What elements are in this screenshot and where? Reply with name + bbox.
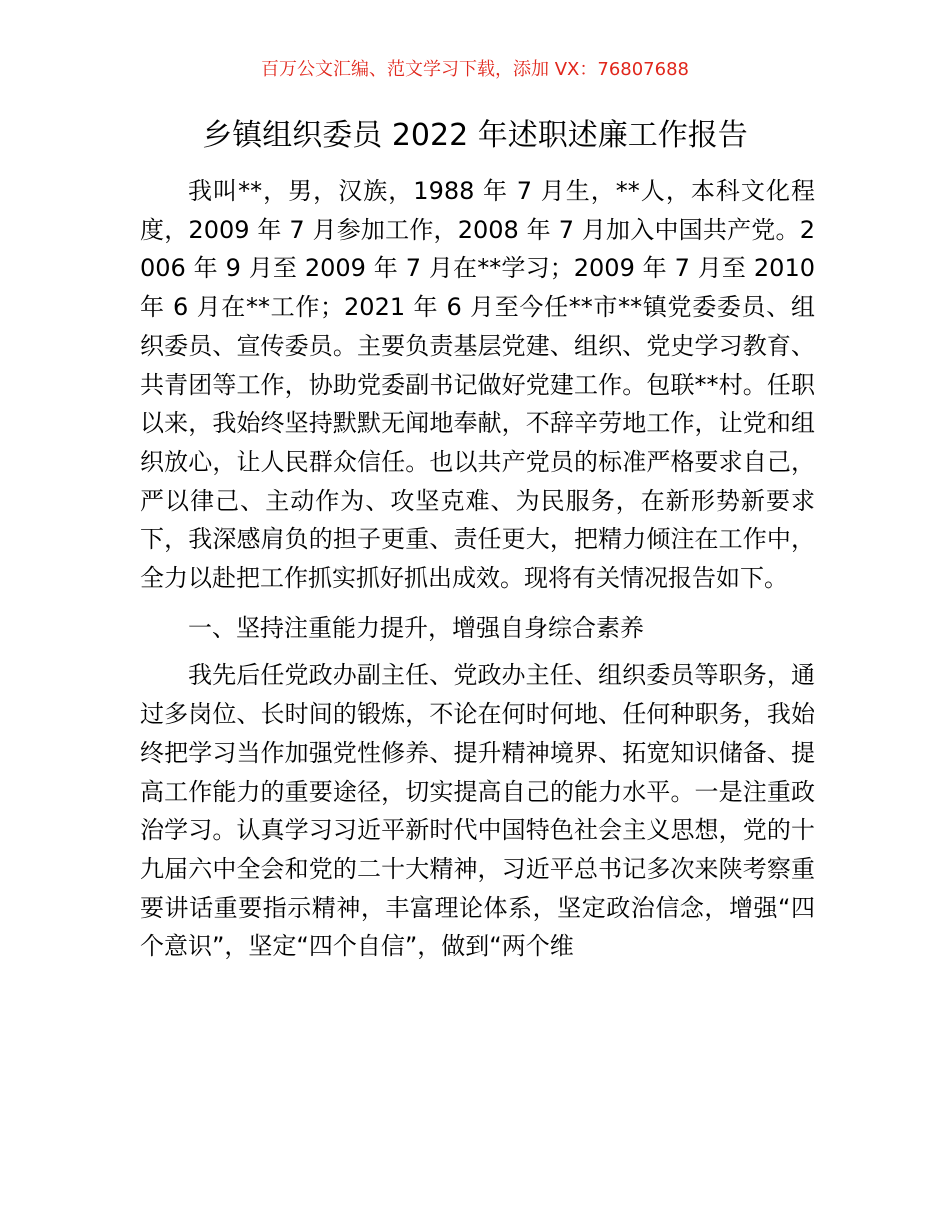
document-title: 乡镇组织委员 2022 年述职述廉工作报告 xyxy=(202,118,748,153)
promo-header: 百万公文汇编、范文学习下载，添加 VX：76807688 xyxy=(261,59,689,80)
paragraph-intro: 我叫**，男，汉族，1988 年 7 月生，**人，本科文化程度，2009 年 7 月参加工作，2008 年 7 月加入中国共产党。2006 年 9 月至 2009 年 7 月在**学习；2009 年 7 月至 2010 年 6 月在**工作；2021 年 6 月至今任**市**镇党委委员、组织委员、宣传委员。主要负责基层党建、组织、党史学习教育、共青团等工作，协助党委副书记做好党建工作。包联**村。任职以来，我始终坚持默默无闻地奉献，不辞辛劳地工作，让党和组织放心，让人民群众信任。也以共产党员的标准严格要求自己，严以律己、主动作为、攻坚克难、为民服务，在新形势新要求下，我深感肩负的担子更重、责任更大，把精力倾注在工作中，全力以赴把工作抓实抓好抓出成效。现将有关情况报告如下。 xyxy=(140,177,815,593)
section-heading-1: 一、坚持注重能力提升，增强自身综合素养 xyxy=(188,613,644,642)
paragraph-section-1: 我先后任党政办副主任、党政办主任、组织委员等职务，通过多岗位、长时间的锻炼，不论在何时何地、任何种职务，我始终把学习当作加强党性修养、提升精神境界、拓宽知识储备、提高工作能力的重要途径，切实提高自己的能力水平。一是注重政治学习。认真学习习近平新时代中国特色社会主义思想，党的十九届六中全会和党的二十大精神，习近平总书记多次来陕考察重要讲话重要指示精神，丰富理论体系，坚定政治信念，增强“四个意识”，坚定“四个自信”，做到“两个维 xyxy=(140,661,815,961)
document-body xyxy=(140,172,815,966)
